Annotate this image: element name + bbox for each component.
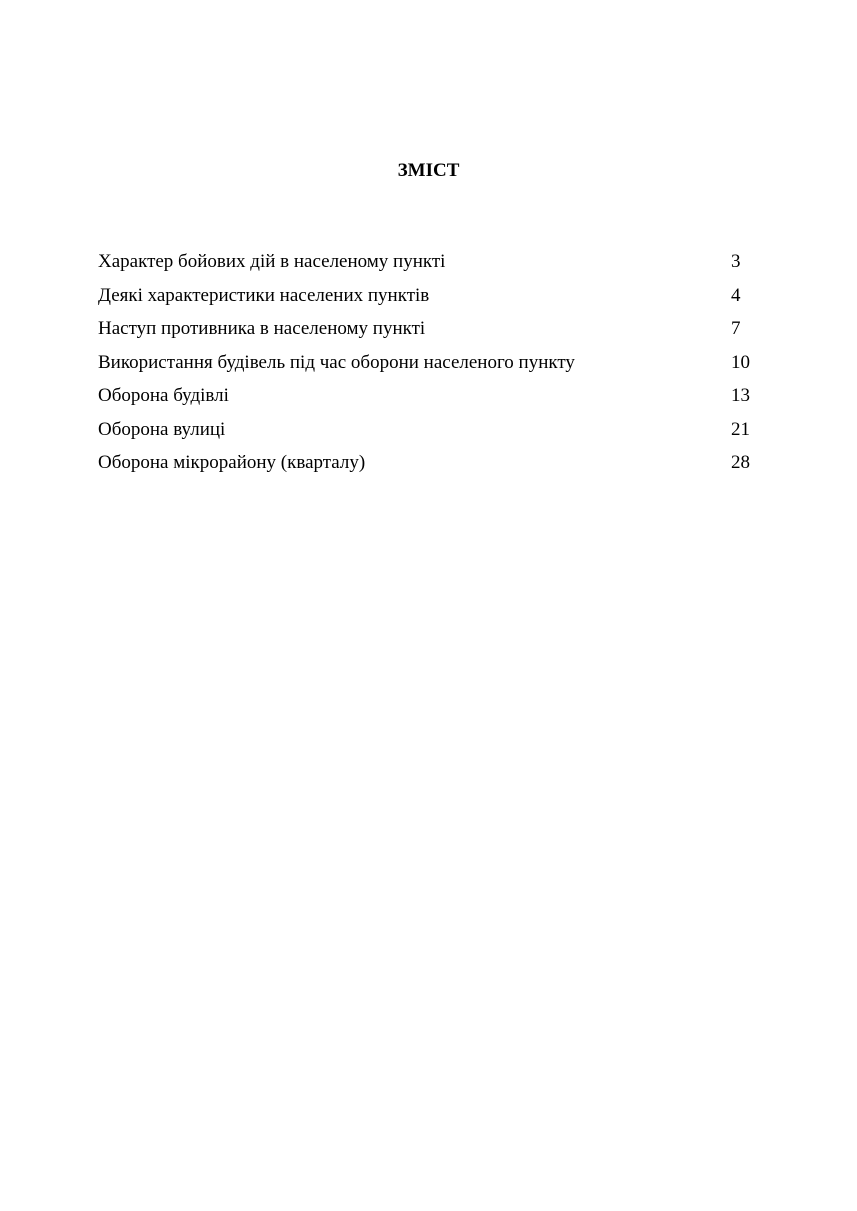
toc-entry [98, 284, 758, 318]
toc-entry-page: 4 [731, 284, 741, 306]
toc-entry-title: Оборона вулиці [98, 418, 226, 440]
table-of-contents [98, 250, 758, 485]
toc-entry [98, 451, 758, 485]
toc-entry [98, 250, 758, 284]
toc-entry [98, 418, 758, 452]
toc-entry-page: 7 [731, 318, 741, 339]
toc-entry [98, 351, 758, 385]
toc-entry-title: Використання будівель під час оборони населеного пункту [98, 351, 575, 373]
toc-entry-page: 13 [731, 385, 750, 406]
toc-entry [98, 317, 758, 351]
toc-entry-title: Оборона будівлі [98, 385, 229, 406]
toc-entry-page: 21 [731, 418, 750, 440]
toc-entry-title: Характер бойових дій в населеному пункті [98, 251, 446, 272]
toc-entry-title: Деякі характеристики населених пунктів [98, 284, 430, 306]
toc-entry-page: 10 [731, 351, 750, 373]
page-title: ЗМІСТ [397, 160, 460, 181]
toc-entry [98, 384, 758, 418]
toc-entry-title: Наступ противника в населеному пункті [98, 318, 426, 339]
toc-entry-page: 3 [731, 251, 741, 272]
toc-entry-title: Оборона мікрорайону (кварталу) [98, 452, 366, 473]
toc-entry-page: 28 [731, 452, 750, 473]
